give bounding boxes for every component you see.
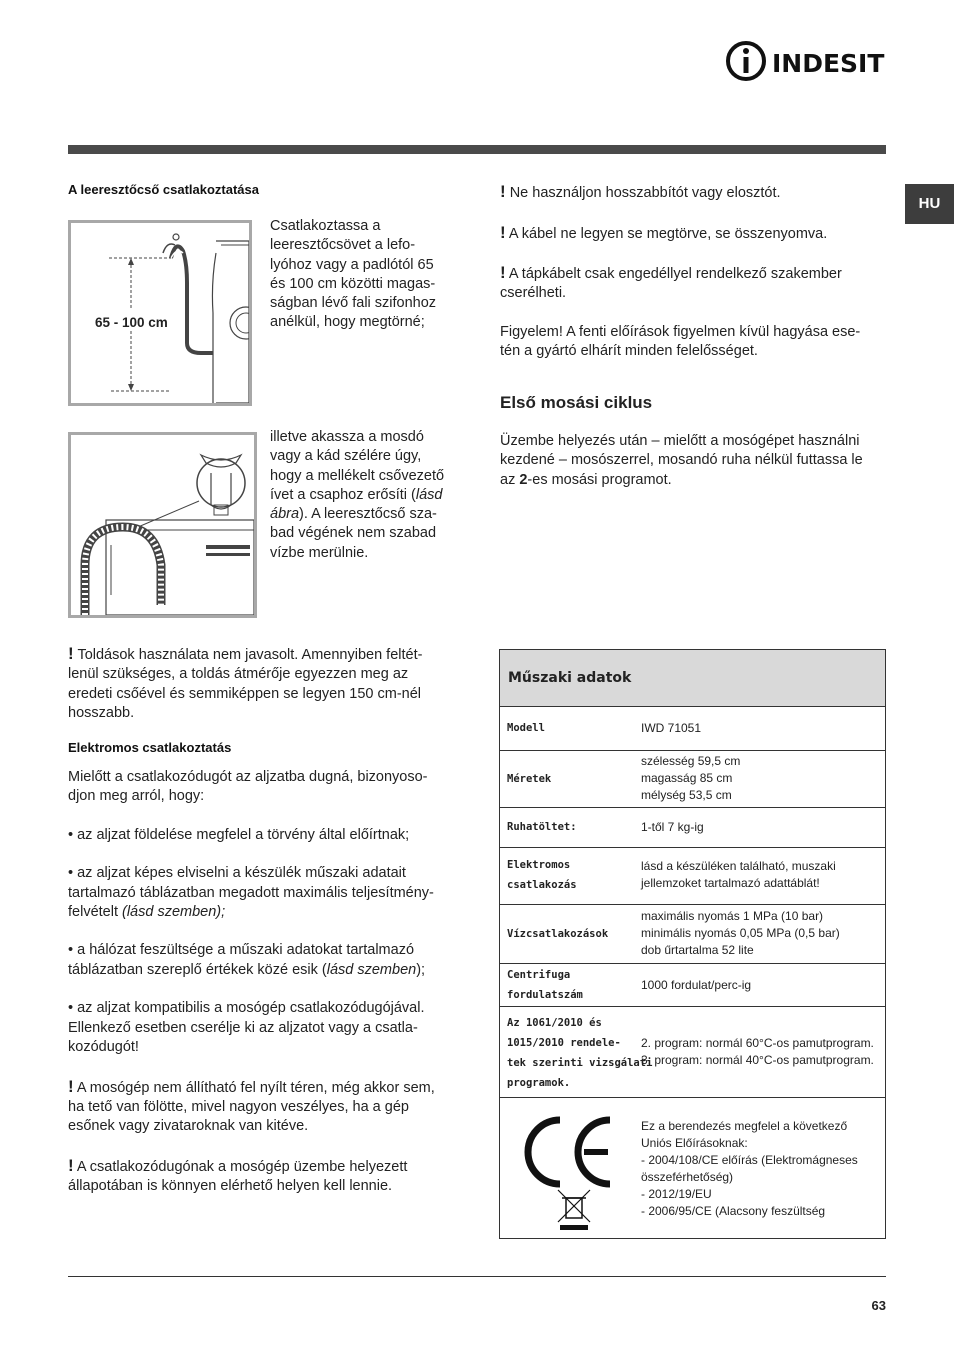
electrical-heading: Elektromos csatlakoztatás (68, 740, 232, 756)
text-line: Figyelem! A fenti előírások figyelmen kívül hagyása ese- (500, 324, 861, 341)
text-line: tén a gyártó elhárít minden felelősséget. (500, 343, 758, 360)
row-value (641, 753, 740, 804)
label-line: 1015/2010 rendele- (507, 1037, 621, 1049)
label-line: tek szerinti vizsgálati (507, 1057, 653, 1069)
value-line: mélység 53,5 cm (641, 788, 732, 802)
warning-extension-cord (500, 182, 890, 203)
text-line (68, 961, 468, 980)
value-line: Uniós Előírásoknak: (641, 1136, 748, 1150)
first-wash-text (500, 432, 890, 490)
drain-text-sink (270, 428, 444, 563)
bullet-socket (68, 999, 468, 1057)
text-run: -es mosási programot. (527, 471, 672, 488)
table-row-dimensions (500, 750, 885, 807)
text-line (68, 1156, 468, 1177)
value-line: 3. program: normál 40°C-os pamutprogram. (641, 1053, 874, 1067)
value-line: összeférhetőség) (641, 1170, 734, 1184)
text-line: állapotában is könnyen elérhető helyen kell lennie. (68, 1178, 393, 1195)
text-line (270, 486, 444, 505)
text-line: esőnek vagy zivataroknak van kitéve. (68, 1118, 309, 1135)
value-line: magasság 85 cm (641, 771, 733, 785)
table-row-spin (500, 963, 885, 1006)
row-value (641, 1035, 874, 1069)
electrical-intro (68, 768, 468, 807)
text-run: felvételt (68, 903, 122, 920)
row-label: Méretek (507, 773, 552, 785)
text-line: eredeti csőével és semmiképpen se legyen 150 cm-nél (68, 685, 422, 702)
text-line: és 100 cm közötti magas- (270, 275, 436, 292)
program-number: 2 (519, 471, 528, 488)
text-line: cserélheti. (500, 285, 567, 302)
text-line: hosszabb. (68, 704, 135, 721)
text-line: Ellenkező esetben cserélje ki az aljzatot vagy a csatla- (68, 1019, 418, 1036)
brand-name: INDESIT (772, 49, 885, 78)
text-line: djon meg arról, hogy: (68, 788, 205, 805)
text-line (68, 644, 468, 665)
text-line: vízbe merülnie. (270, 544, 369, 561)
text-line (68, 1077, 468, 1098)
value-line: Ez a berendezés megfelel a következő (641, 1119, 848, 1133)
text-run: A mosógép nem állítható fel nyílt téren, még akkor sem, (76, 1079, 435, 1096)
technical-data-table (499, 649, 886, 1239)
text-run: Toldások használata nem javasolt. Amennyiben feltét- (77, 647, 423, 663)
row-label: Ruhatöltet: (507, 821, 577, 833)
bullet-power (68, 864, 468, 922)
ce-weee-marks (518, 1112, 618, 1232)
label-line: fordulatszám (507, 989, 583, 1001)
page-number: 63 (871, 1298, 886, 1313)
text-line (68, 903, 468, 922)
row-label: Modell (507, 722, 545, 734)
warning-icon: ! (500, 263, 506, 283)
text-line (500, 471, 890, 490)
text-line: bad végének nem szabad (270, 525, 437, 542)
text-run-italic: ábra (270, 506, 300, 523)
text-line: anélkül, hogy megtörné; (270, 314, 425, 331)
value-line: 2. program: normál 60°C-os pamutprogram. (641, 1036, 874, 1050)
text-line: Üzembe helyezés után – mielőtt a mosógépet használni (500, 433, 860, 449)
first-wash-heading: Első mosási ciklus (500, 393, 653, 412)
warning-icon: ! (500, 182, 506, 201)
open-air-warning (68, 1077, 468, 1137)
text-run: A csatlakozódugónak a mosógép üzembe helyezett (76, 1158, 408, 1175)
row-label: Vízcsatlakozások (507, 928, 609, 940)
value-line: szélesség 59,5 cm (641, 754, 741, 768)
extension-warning (68, 644, 468, 723)
text-run: ). A leeresztőcső sza- (299, 506, 437, 523)
bullet-voltage (68, 941, 468, 980)
weee-bin-icon (558, 1190, 590, 1230)
text-line: ha tető van fölötte, mivel nagyon veszélyes, ha a gép (68, 1098, 409, 1115)
row-label (507, 965, 583, 1005)
ce-mark-icon (528, 1120, 610, 1184)
text-line (500, 263, 890, 284)
language-tab: HU (905, 184, 954, 224)
table-row-model (500, 706, 885, 750)
text-run: az (500, 471, 520, 488)
value-line: minimális nyomás 0,05 MPa (0,5 bar) (641, 926, 840, 940)
label-line: csatlakozás (507, 879, 577, 891)
value-line: lásd a készüléken található, muszaki (641, 859, 836, 873)
text-line: vagy a kád szélére úgy, (270, 448, 422, 465)
row-value (641, 908, 840, 959)
value-line: dob űrtartalma 52 lite (641, 943, 754, 957)
text-run: Ne használjon hosszabbítót vagy elosztót. (509, 185, 781, 201)
text-line: • az aljzat kompatibilis a mosógép csatlakozódugójával. (68, 1000, 425, 1017)
warning-icon: ! (68, 644, 74, 663)
indesit-logo (724, 38, 889, 84)
label-line: Az 1061/2010 és (507, 1017, 602, 1029)
plug-access-warning (68, 1156, 468, 1197)
value-line: - 2006/95/CE (Alacsony feszültség (641, 1204, 826, 1218)
text-line: Mielőtt a csatlakozódugót az aljzatba dugná, bizonyoso- (68, 768, 428, 785)
table-title: Műszaki adatok (500, 650, 885, 707)
row-value (641, 1118, 858, 1220)
text-run: táblázatban szereplő értékek közé esik ( (68, 961, 327, 978)
text-line: Csatlakoztassa a (270, 218, 381, 234)
text-line: hogy a mellékelt csővezető (270, 467, 445, 484)
label-line: Centrifuga (507, 969, 571, 981)
footer-rule (68, 1276, 886, 1277)
value-line: - 2012/19/EU (641, 1187, 712, 1201)
value-line: maximális nyomás 1 MPa (10 bar) (641, 909, 824, 923)
text-line: • az aljzat képes elviselni a készülék műszaki adatait (68, 865, 406, 882)
table-row-electrical (500, 847, 885, 904)
value-line: - 2004/108/CE előírás (Elektromágneses (641, 1153, 858, 1167)
liability-notice (500, 323, 890, 362)
height-range-label: 65 - 100 cm (95, 315, 168, 330)
row-value (641, 858, 836, 892)
drain-figure-wall-siphon (68, 220, 252, 406)
bullet-grounding: • az aljzat földelése megfelel a törvény által előírtnak; (68, 826, 410, 843)
table-row-water (500, 904, 885, 963)
right-upper-section (500, 182, 890, 381)
text-line: ságban lévő fali szifonhoz (270, 295, 437, 312)
text-run: ívet a csaphoz erősíti ( (270, 486, 416, 503)
text-line: kozódugót! (68, 1038, 139, 1055)
table-row-test-programs (500, 1006, 885, 1097)
top-rule (68, 145, 886, 154)
label-line: programok. (507, 1077, 571, 1089)
table-row-load (500, 807, 885, 847)
row-value: IWD 71051 (641, 721, 702, 735)
text-line: illetve akassza a mosdó (270, 429, 424, 445)
warning-icon: ! (68, 1155, 74, 1175)
warning-cable (500, 223, 890, 244)
row-label (507, 855, 577, 895)
text-run: A tápkábelt csak engedéllyel rendelkező szakember (508, 266, 842, 283)
value-line: jellemzoket tartalmazó adattáblát! (641, 876, 820, 890)
text-line: kezdené – mosószerrel, mosandó ruha nélkül futtassa le (500, 452, 863, 469)
text-run-italic: (lásd szemben); (122, 903, 226, 920)
left-lower-section (68, 644, 468, 1216)
warning-icon: ! (68, 1076, 74, 1096)
table-row-compliance (500, 1097, 885, 1238)
warning-icon: ! (500, 222, 506, 242)
drain-heading: A leeresztőcső csatlakoztatása (68, 182, 260, 197)
text-line: • a hálózat feszültsége a műszaki adatokat tartalmazó (68, 942, 415, 959)
row-value: 1000 fordulat/perc-ig (641, 978, 752, 992)
text-run: A kábel ne legyen se megtörve, se összenyomva. (508, 225, 828, 242)
text-run-italic: lásd (415, 486, 443, 503)
label-line: Elektromos (507, 859, 571, 871)
text-line (270, 505, 444, 524)
text-line: leeresztőcsövet a lefo- (270, 237, 416, 254)
row-label (507, 1013, 652, 1093)
wall-siphon-illustration (71, 223, 249, 403)
text-line: lyóhoz vagy a padlótól 65 (270, 256, 434, 273)
sink-hose-illustration (71, 435, 254, 615)
drain-figure-sink (68, 432, 257, 618)
text-run: ); (416, 961, 426, 978)
row-value: 1-től 7 kg-ig (641, 820, 704, 834)
drain-text-siphon (270, 217, 436, 333)
text-run-italic: lásd szemben (326, 961, 417, 978)
indesit-logo-mark (724, 38, 889, 84)
warning-replacement (500, 263, 890, 304)
text-line: lenül szükséges, a toldás átmérője egyezzen meg az (68, 666, 409, 683)
text-line: tartalmazó táblázatban megadott maximális teljesítmény- (68, 884, 434, 901)
